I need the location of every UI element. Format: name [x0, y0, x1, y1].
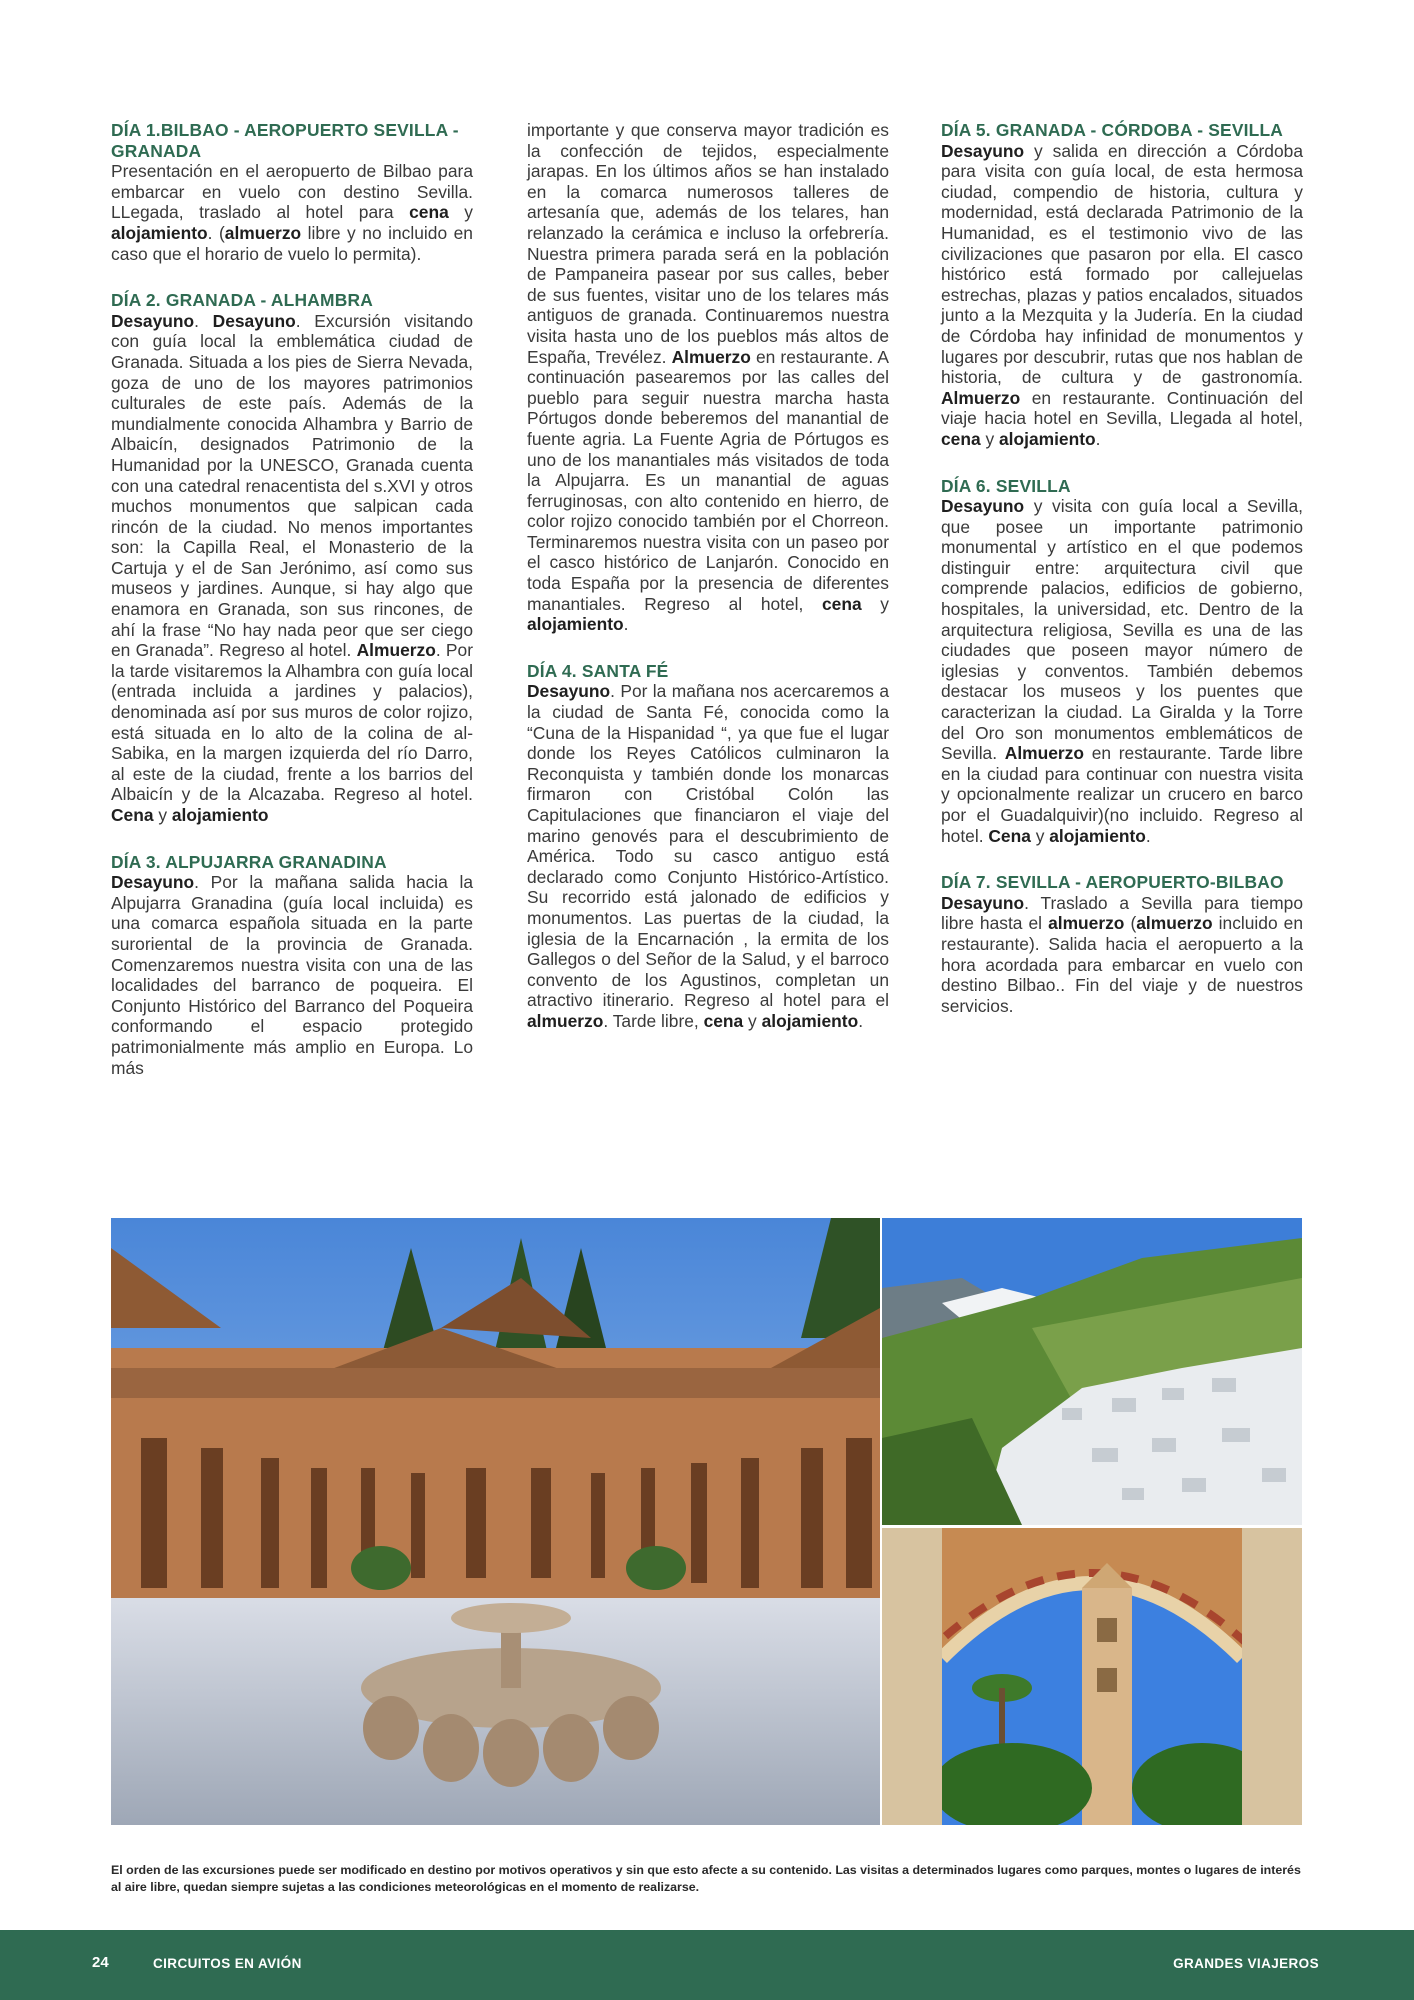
cordoba-illustration — [882, 1528, 1302, 1825]
day-3-text: Desayuno. Por la mañana salida hacia la Alpujarra Granadina (guía local incluida) es una comarca española situada en la parte suroriental de la provincia de Granada. Comenzaremos nuestra visita con una de las localidades del barranco de poqueira. El Conjunto Histórico del Barranco del Poqueira conformando el espacio protegido patrimonialmente más amplio en Europa. Lo más — [111, 872, 473, 1078]
alpujarra-white-village-photo — [882, 1218, 1302, 1525]
day-1-title: DÍA 1.BILBAO - AEROPUERTO SEVILLA - GRANADA — [111, 120, 459, 161]
day-5-text: Desayuno y salida en dirección a Córdoba para visita con guía local, de esta hermosa ciudad, compendio de historia, cultura y modernidad, está declarada Patrimonio de la Humanidad, es el testimonio vivo de las civilizaciones que pasaron por ella. El casco histórico está formado por callejuelas estrechas, plazas y patios encalados, situados junto a la Mezquita y la Judería. En la ciudad de Córdoba hay infinidad de monumentos y lugares por descubrir, rutas que nos hablan de historia, de cultura y de gastronomía. Almuerzo en restaurante. Continuación del viaje hacia hotel en Sevilla, Llegada al hotel, cena y alojamiento. — [941, 140, 1303, 449]
alhambra-court-of-lions-photo — [111, 1218, 880, 1825]
day-3-title: DÍA 3. ALPUJARRA GRANADINA — [111, 851, 387, 872]
day-7-title: DÍA 7. SEVILLA - AEROPUERTO-BILBAO — [941, 872, 1284, 893]
day-2-text: Desayuno. Desayuno. Excursión visitando con guía local la emblemática ciudad de Granada. Situada a los pies de Sierra Nevada, goza de uno de los mayores patrimonios culturales de este país. Además de la mundialmente conocida Alhambra y Barrio de Albaicín, designados Patrimonio de la Humanidad por la UNESCO, Granada cuenta con una catedral renacentista del s.XVI y otros muchos monumentos que salpican cada rincón de la ciudad. No menos importantes son: la Capilla Real, el Monasterio de la Cartuja y el de San Jerónimo, así como sus museos y jardines. Aunque, si hay algo que enamora en Granada, son sus rincones, de ahí la frase “No hay nada peor que ser ciego en Granada”. Regreso al hotel. Almuerzo. Por la tarde visitaremos la Alhambra con guía local (entrada incluida a jardines y palacios), denominada así por sus muros de color rojizo, está situada en lo alto de la colina de al-Sabika, en la margen izquierda del río Darro, al este de la ciudad, frente a los barrios del Albaicín y de la Alcazaba. Regreso al hotel. Cena y alojamiento — [111, 310, 473, 825]
day-4-title: DÍA 4. SANTA FÉ — [527, 660, 669, 681]
alpujarra-illustration — [882, 1218, 1302, 1525]
section-title: CIRCUITOS EN AVIÓN — [153, 1956, 302, 1971]
day-6-text: Desayuno y visita con guía local a Sevilla, que posee un importante patrimonio monumental y artístico en el que podemos distinguir entre: arquitectura civil que comprende palacios, edificios de gobierno, hospitales, la universidad, etc. Dentro de la arquitectura religiosa, Sevilla es una de las ciudades que poseen mayor número de iglesias y conventos. También debemos destacar los museos y los puentes que caracterizan la ciudad. La Giralda y la Torre del Oro son monumentos emblemáticos de Sevilla. Almuerzo en restaurante. Tarde libre en la ciudad para continuar con nuestra visita y opcionalmente realizar un crucero en barco por el Guadalquivir)(no incluido. Regreso al hotel. Cena y alojamiento. — [941, 496, 1303, 846]
itinerary-column-2 — [527, 120, 889, 1032]
day-4-text: Desayuno. Por la mañana nos acercaremos a la ciudad de Santa Fé, conocida como la “Cuna de la Hispanidad “, ya que fue el lugar donde los Reyes Católicos culminaron la Reconquista y también donde los monarcas firmaron con Cristóbal Colón las Capitulaciones que financiaron el viaje del marino genovés para el descubrimiento de América. Todo su casco antiguo está declarado como Conjunto Histórico-Artístico. Su recorrido está jalonado de edificios y monumentos. Las puertas de la ciudad, la iglesia de la Encarnación , la ermita de los Gallegos o del Señor de la Salud, y el barroco convento de los Agustinos, completan un atractivo itinerario. Regreso al hotel para el almuerzo. Tarde libre, cena y alojamiento. — [527, 681, 889, 1031]
page-footer — [0, 1930, 1414, 2000]
day-5-title: DÍA 5. GRANADA - CÓRDOBA - SEVILLA — [941, 120, 1284, 140]
brand-name: GRANDES VIAJEROS — [1173, 1956, 1319, 1971]
day-1-text: Presentación en el aeropuerto de Bilbao para embarcar en vuelo con destino Sevilla. LLegada, traslado al hotel para cena y alojamiento. (almuerzo libre y no incluido en caso que el horario de vuelo lo permita). — [111, 161, 473, 264]
day-2-title: DÍA 2. GRANADA - ALHAMBRA — [111, 290, 373, 311]
day-3-text-continued: importante y que conserva mayor tradición es la confección de tejidos, especialmente jarapas. En los últimos años se han instalado en la comarca numerosos talleres de artesanía que, además de los telares, han relanzado la cerámica e incluso la orfebrería. Nuestra primera parada será en la población de Pampaneira pasear por sus calles, beber de sus fuentes, visitar uno de los telares más antiguos de granada. Continuaremos nuestra visita hasta uno de los pueblos más altos de España, Trevélez. Almuerzo en restaurante. A continuación pasearemos por las calles del pueblo para seguir nuestra marcha hasta Pórtugos donde beberemos del manantial de fuente agria. La Fuente Agria de Pórtugos es uno de los manantiales más visitados de toda la Alpujarra. Es un manantial de aguas ferruginosas, con alto contenido en hierro, de color rojizo conocido también por el Chorreon. Terminaremos nuestra visita con un paseo por el casco histórico de Lanjarón. Conocido en toda España por la presencia de diferentes manantiales. Regreso al hotel, cena y alojamiento. — [527, 120, 889, 635]
page-number: 24 — [92, 1954, 109, 1971]
disclaimer-note: El orden de las excursiones puede ser modificado en destino por motivos operativos y sin que esto afecte a su contenido. Las visitas a determinados lugares como parques, montes o lugares de interés al aire libre, quedan siempre sujetas a las condiciones meteorológicas en el momento de realizarse. — [111, 1863, 1301, 1894]
alhambra-illustration — [111, 1218, 880, 1825]
cordoba-mosque-tower-photo — [882, 1528, 1302, 1825]
day-6-title: DÍA 6. SEVILLA — [941, 475, 1071, 496]
itinerary-column-1 — [111, 120, 473, 1078]
day-7-text: Desayuno. Traslado a Sevilla para tiempo libre hasta el almuerzo (almuerzo incluido en restaurante). Salida hacia el aeropuerto a la hora acordada para embarcar en vuelo con destino Bilbao.. Fin del viaje y de nuestros servicios. — [941, 892, 1304, 1016]
itinerary-column-3 — [941, 120, 1303, 1016]
